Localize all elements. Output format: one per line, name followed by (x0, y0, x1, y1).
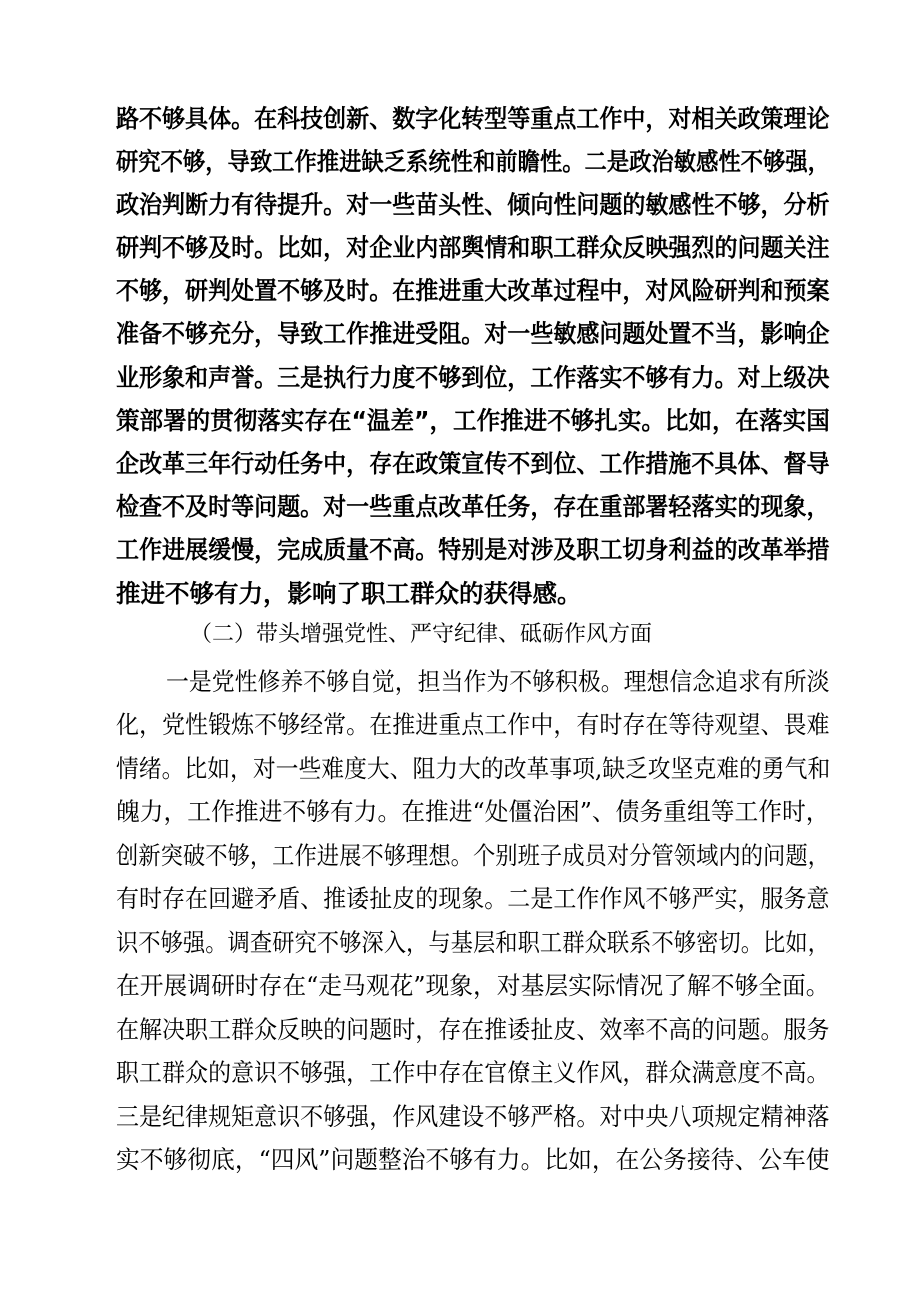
paragraph-1-line: 政治判断力有待提升。对一些苗头性、倾向性问题的敏感性不够，分析 (116, 190, 830, 219)
paragraph-2-line: 创新突破不够，工作进展不够理想。个别班子成员对分管领域内的问题， (116, 841, 830, 870)
paragraph-1-line: 研判不够及时。比如，对企业内部舆情和职工群众反映强烈的问题关注 (116, 233, 830, 262)
paragraph-1-line: 策部署的贯彻落实存在“温差”，工作推进不够扎实。比如，在落实国 (116, 406, 830, 435)
paragraph-2-line: 三是纪律规矩意识不够强，作风建设不够严格。对中央八项规定精神落 (116, 1102, 830, 1131)
paragraph-1-line: 检查不及时等问题。对一些重点改革任务，存在重部署轻落实的现象， (116, 492, 830, 521)
paragraph-2-line: 魄力，工作推进不够有力。在推进“处僵治困”、债务重组等工作时， (116, 797, 830, 826)
paragraph-2-line: 职工群众的意识不够强，工作中存在官僚主义作风，群众满意度不高。 (116, 1058, 830, 1087)
paragraph-2-line: 有时存在回避矛盾、推诿扯皮的现象。二是工作作风不够严实，服务意 (116, 884, 830, 913)
paragraph-2-line: 识不够强。调查研究不够深入，与基层和职工群众联系不够密切。比如， (116, 928, 830, 957)
paragraph-2-line: 情绪。比如，对一些难度大、阻力大的改革事项,缺乏攻坚克难的勇气和 (116, 754, 831, 783)
paragraph-1-line: 推进不够有力，影响了职工群众的获得感。 (116, 579, 582, 608)
paragraph-1-line: 路不够具体。在科技创新、数字化转型等重点工作中，对相关政策理论 (116, 104, 830, 133)
paragraph-2-line: 一是党性修养不够自觉，担当作为不够积极。理想信念追求有所淡 (166, 667, 830, 696)
paragraph-1-line: 不够，研判处置不够及时。在推进重大改革过程中，对风险研判和预案 (116, 276, 830, 305)
paragraph-1-line: 业形象和声誉。三是执行力度不够到位，工作落实不够有力。对上级决 (116, 363, 830, 392)
paragraph-1-line: 企改革三年行动任务中，存在政策宣传不到位、工作措施不具体、督导 (116, 449, 830, 478)
section-heading: （二）带头增强党性、严守纪律、砥砺作风方面 (190, 622, 653, 647)
paragraph-2-line: 化，党性锻炼不够经常。在推进重点工作中，有时存在等待观望、畏难 (116, 710, 830, 739)
paragraph-2-line: 实不够彻底，“四风”问题整治不够有力。比如，在公务接待、公车使 (116, 1145, 830, 1174)
paragraph-2-line: 在开展调研时存在“走马观花”现象，对基层实际情况了解不够全面。 (116, 971, 830, 1000)
paragraph-1-line: 研究不够，导致工作推进缺乏系统性和前瞻性。二是政治敏感性不够强， (116, 147, 830, 176)
paragraph-1-line: 工作进展缓慢，完成质量不高。特别是对涉及职工切身利益的改革举措 (116, 535, 830, 564)
paragraph-1-line: 准备不够充分，导致工作推进受阻。对一些敏感问题处置不当，影响企 (116, 319, 830, 348)
paragraph-2-line: 在解决职工群众反映的问题时，存在推诿扯皮、效率不高的问题。服务 (116, 1015, 830, 1044)
